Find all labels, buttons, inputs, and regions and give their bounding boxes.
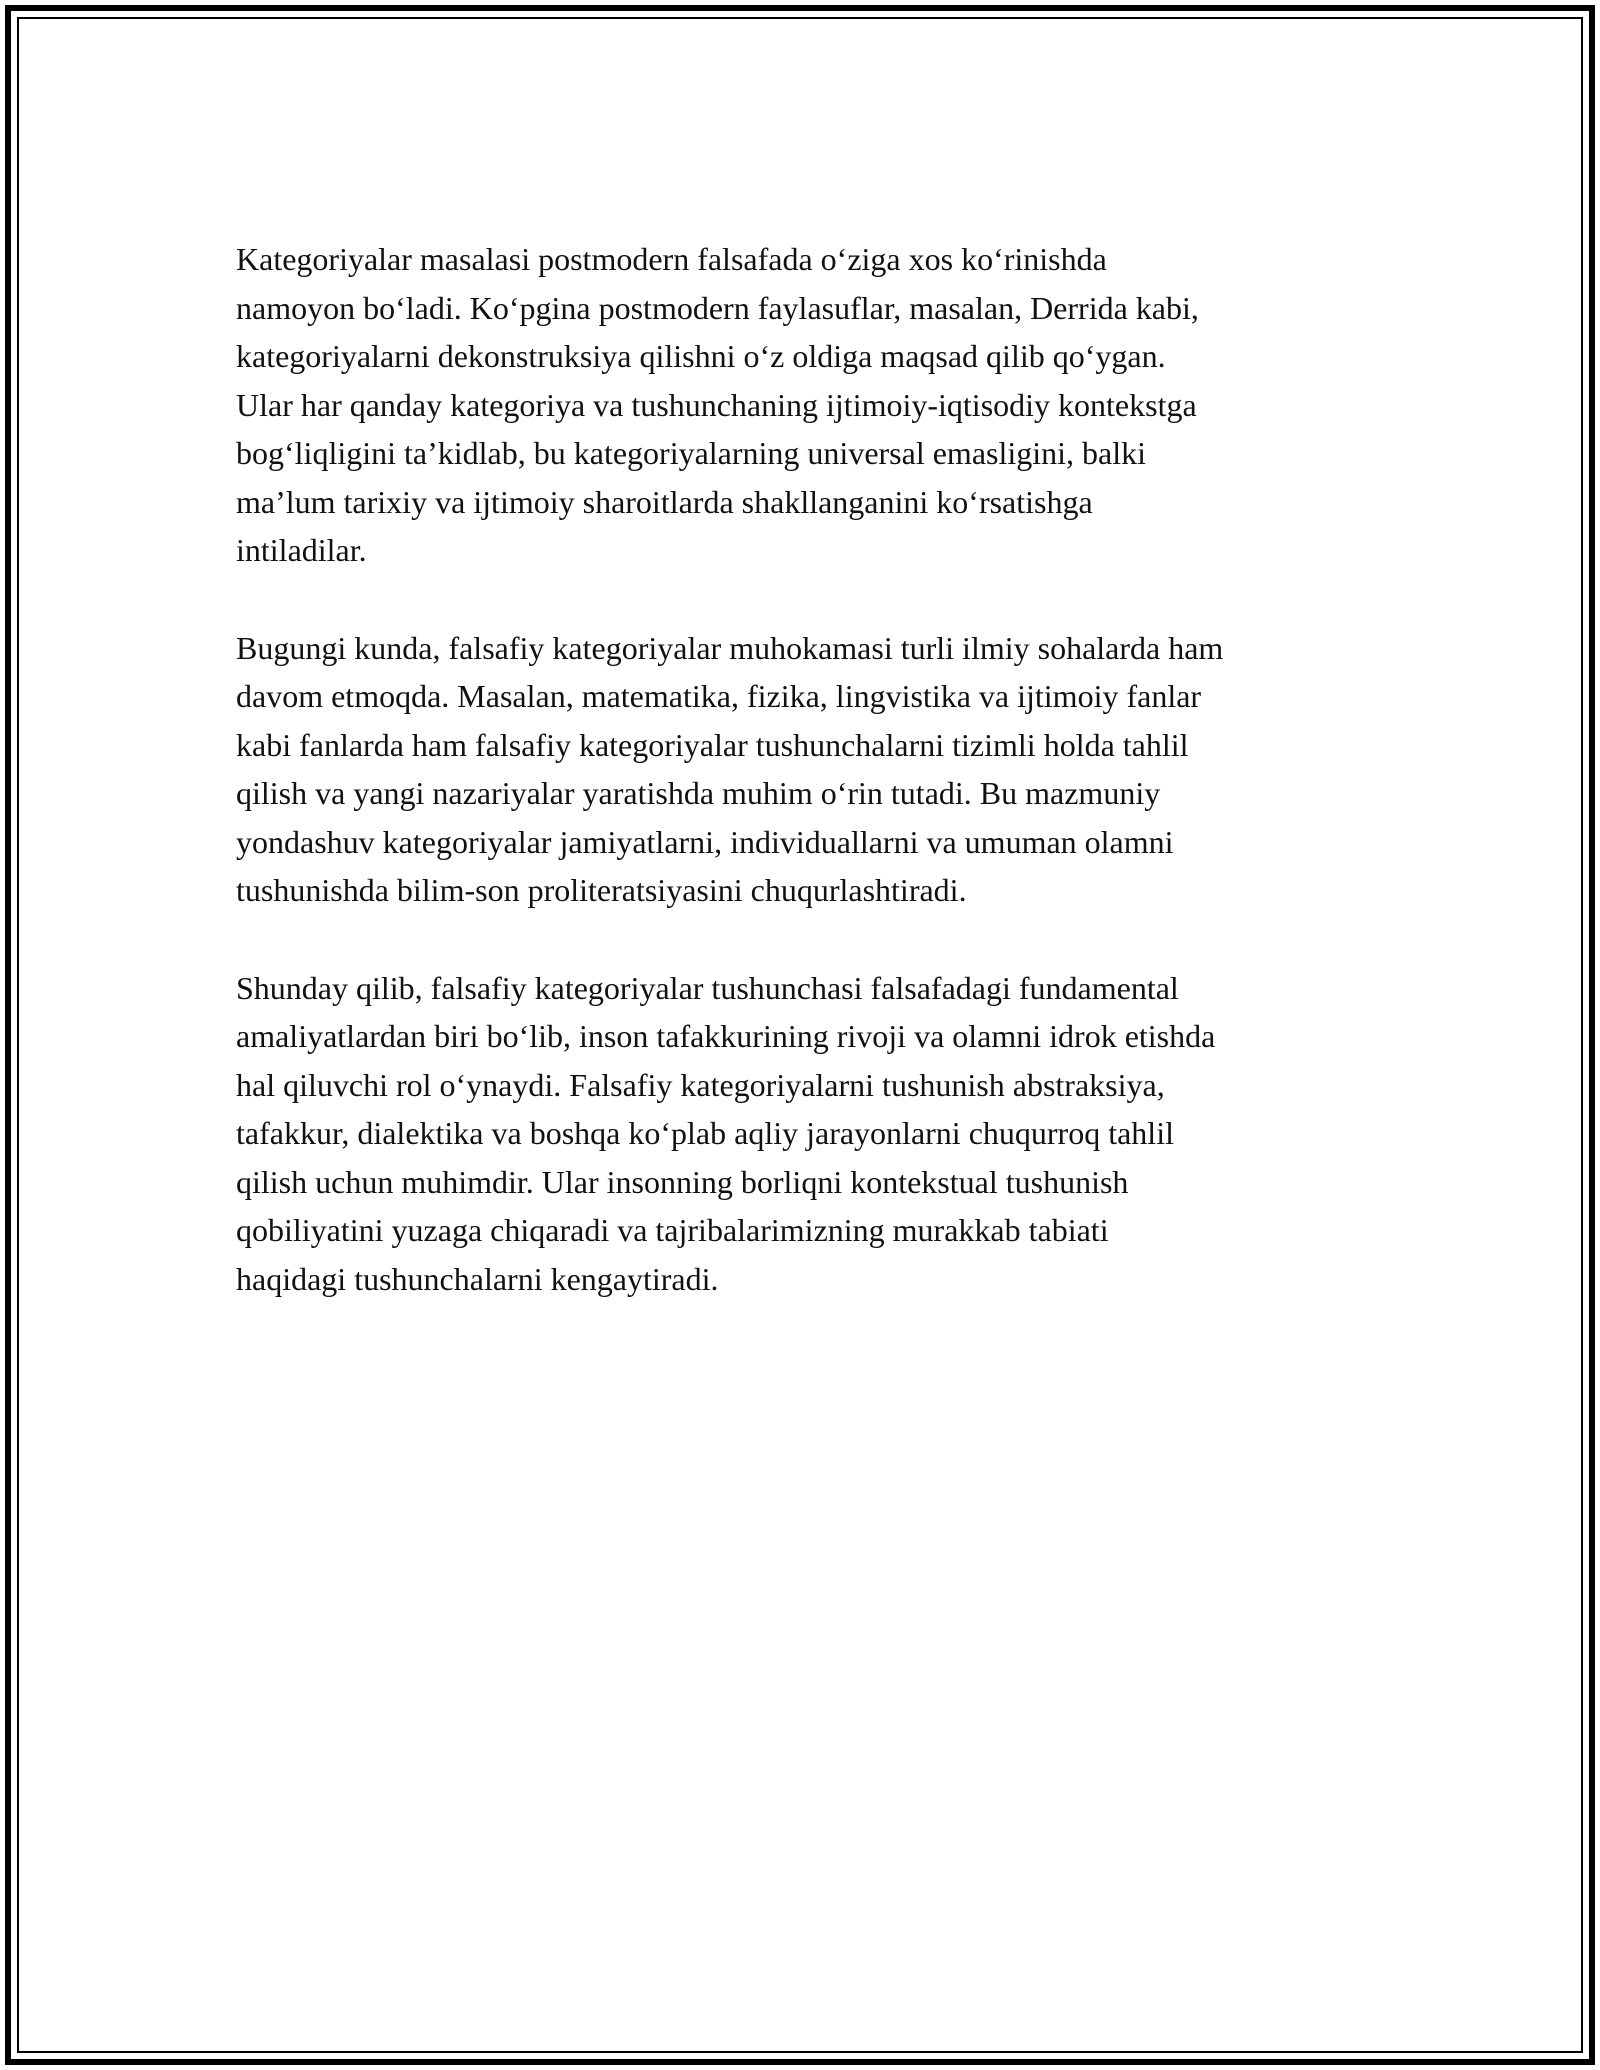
text-line: kabi fanlarda ham falsafiy kategoriyalar tushunchalarni tizimli holda tahlil (236, 726, 1189, 763)
text-line: qilish uchun muhimdir. Ular insonning borliqni kontekstual tushunish (236, 1163, 1129, 1200)
text-line: haqidagi tushunchalarni kengaytiradi. (236, 1260, 719, 1297)
text-line: namoyon bo‘ladi. Ko‘pgina postmodern faylasuflar, masalan, Derrida kabi, (236, 289, 1199, 326)
text-line: kategoriyalarni dekonstruksiya qilishni o‘z oldiga maqsad qilib qo‘ygan. (236, 338, 1166, 374)
text-line: Shunday qilib, falsafiy kategoriyalar tushunchasi falsafadagi fundamental (236, 969, 1179, 1006)
text-line: ma’lum tarixiy va ijtimoiy sharoitlarda shakllanganini ko‘rsatishga (236, 483, 1093, 520)
text-line: tushunishda bilim-son proliteratsiyasini chuqurlashtiradi. (236, 872, 967, 908)
paragraph-2 (236, 624, 1386, 915)
text-line: Bugungi kunda, falsafiy kategoriyalar muhokamasi turli ilmiy sohalarda ham (236, 629, 1224, 666)
paragraph-3 (236, 964, 1386, 1304)
text-line: bog‘liqligini ta’kidlab, bu kategoriyalarning universal emasligini, balki (236, 435, 1147, 471)
text-line: hal qiluvchi rol o‘ynaydi. Falsafiy kategoriyalarni tushunish abstraksiya, (236, 1066, 1165, 1103)
text-line: davom etmoqda. Masalan, matematika, fizika, lingvistika va ijtimoiy fanlar (236, 678, 1202, 714)
text-line: Ular har qanday kategoriya va tushunchaning ijtimoiy-iqtisodiy kontekstga (236, 386, 1197, 423)
text-line: amaliyatlardan biri bo‘lib, inson tafakkurining rivoji va olamni idrok etishda (236, 1018, 1216, 1054)
paragraph-1 (236, 235, 1386, 575)
text-line: tafakkur, dialektika va boshqa ko‘plab aqliy jarayonlarni chuqurroq tahlil (236, 1115, 1174, 1151)
document-body (236, 235, 1386, 1352)
text-line: qilish va yangi nazariyalar yaratishda muhim o‘rin tutadi. Bu mazmuniy (236, 775, 1161, 811)
text-line: intiladilar. (236, 532, 367, 568)
text-line: Kategoriyalar masalasi postmodern falsafada o‘ziga xos ko‘rinishda (236, 241, 1107, 277)
text-line: yondashuv kategoriyalar jamiyatlarni, individuallarni va umuman olamni (236, 823, 1174, 860)
text-line: qobiliyatini yuzaga chiqaradi va tajribalarimizning murakkab tabiati (236, 1212, 1109, 1248)
